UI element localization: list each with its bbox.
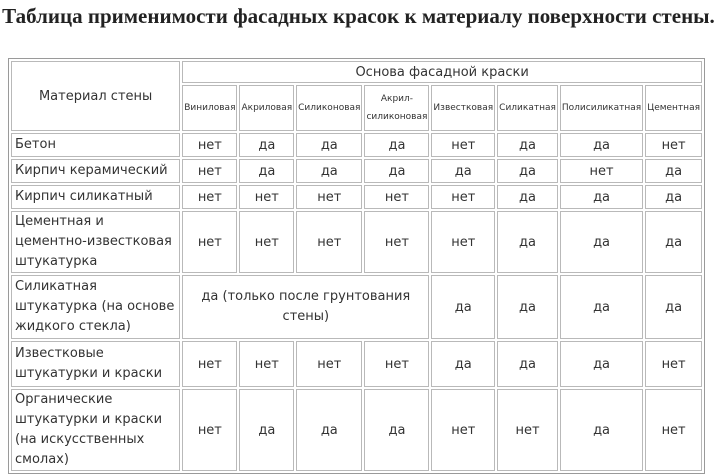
value-cell: нет xyxy=(364,211,429,273)
value-cell: нет xyxy=(431,185,495,209)
value-cell: нет xyxy=(182,159,237,183)
value-cell: да xyxy=(239,159,294,183)
value-cell: нет xyxy=(239,185,294,209)
value-cell: нет xyxy=(296,211,362,273)
column-header: Силиконовая xyxy=(296,85,362,131)
value-cell: нет xyxy=(645,389,702,471)
table-row xyxy=(11,133,702,157)
column-header: Акриловая xyxy=(239,85,294,131)
table-row xyxy=(11,159,702,183)
value-cell: да xyxy=(364,389,429,471)
merged-value-cell: да (только после грунтования стены) xyxy=(182,275,429,339)
value-cell: нет xyxy=(239,211,294,273)
value-cell: да xyxy=(560,133,643,157)
value-cell: да xyxy=(431,275,495,339)
column-header: Полисиликатная xyxy=(560,85,643,131)
value-cell: нет xyxy=(645,341,702,387)
value-cell: нет xyxy=(645,133,702,157)
value-cell: да xyxy=(645,159,702,183)
material-cell: Кирпич силикатный xyxy=(11,185,180,209)
value-cell: да xyxy=(296,133,362,157)
value-cell: да xyxy=(645,185,702,209)
material-cell: Цементная и цементно-известковая штукатурка xyxy=(11,211,180,273)
column-header: Виниловая xyxy=(182,85,237,131)
value-cell: да xyxy=(497,341,558,387)
value-cell: нет xyxy=(497,389,558,471)
value-cell: да xyxy=(560,211,643,273)
value-cell: да xyxy=(364,133,429,157)
value-cell: нет xyxy=(364,341,429,387)
value-cell: нет xyxy=(431,211,495,273)
value-cell: да xyxy=(296,389,362,471)
header-paint-base: Основа фасадной краски xyxy=(182,61,702,83)
value-cell: да xyxy=(645,211,702,273)
value-cell: нет xyxy=(560,159,643,183)
value-cell: да xyxy=(497,185,558,209)
material-cell: Бетон xyxy=(11,133,180,157)
value-cell: нет xyxy=(239,341,294,387)
column-header: Цементная xyxy=(645,85,702,131)
value-cell: да xyxy=(497,211,558,273)
page-title: Таблица применимости фасадных красок к материалу поверхности стены. xyxy=(2,4,715,28)
value-cell: да xyxy=(560,389,643,471)
value-cell: да xyxy=(560,275,643,339)
material-cell: Известковые штукатурки и краски xyxy=(11,341,180,387)
value-cell: нет xyxy=(182,211,237,273)
header-material: Материал стены xyxy=(11,61,180,131)
column-header: Известковая xyxy=(431,85,495,131)
value-cell: да xyxy=(560,341,643,387)
value-cell: нет xyxy=(431,133,495,157)
value-cell: да xyxy=(364,159,429,183)
value-cell: да xyxy=(497,275,558,339)
value-cell: нет xyxy=(182,341,237,387)
table-row xyxy=(11,275,702,339)
column-header: Акрил-силиконовая xyxy=(364,85,429,131)
table-row xyxy=(11,185,702,209)
value-cell: да xyxy=(296,159,362,183)
table-row xyxy=(11,389,702,471)
value-cell: да xyxy=(431,159,495,183)
value-cell: нет xyxy=(431,389,495,471)
value-cell: да xyxy=(497,133,558,157)
column-header: Силикатная xyxy=(497,85,558,131)
value-cell: да xyxy=(645,275,702,339)
material-cell: Органические штукатурки и краски (на искусственных смолах) xyxy=(11,389,180,471)
table-row xyxy=(11,341,702,387)
value-cell: нет xyxy=(296,185,362,209)
value-cell: да xyxy=(239,133,294,157)
value-cell: да xyxy=(431,341,495,387)
value-cell: да xyxy=(560,185,643,209)
value-cell: да xyxy=(497,159,558,183)
material-cell: Силикатная штукатурка (на основе жидкого стекла) xyxy=(11,275,180,339)
value-cell: да xyxy=(239,389,294,471)
value-cell: нет xyxy=(182,185,237,209)
applicability-table xyxy=(8,58,705,474)
value-cell: нет xyxy=(182,389,237,471)
table-row xyxy=(11,211,702,273)
value-cell: нет xyxy=(182,133,237,157)
value-cell: нет xyxy=(296,341,362,387)
value-cell: нет xyxy=(364,185,429,209)
material-cell: Кирпич керамический xyxy=(11,159,180,183)
